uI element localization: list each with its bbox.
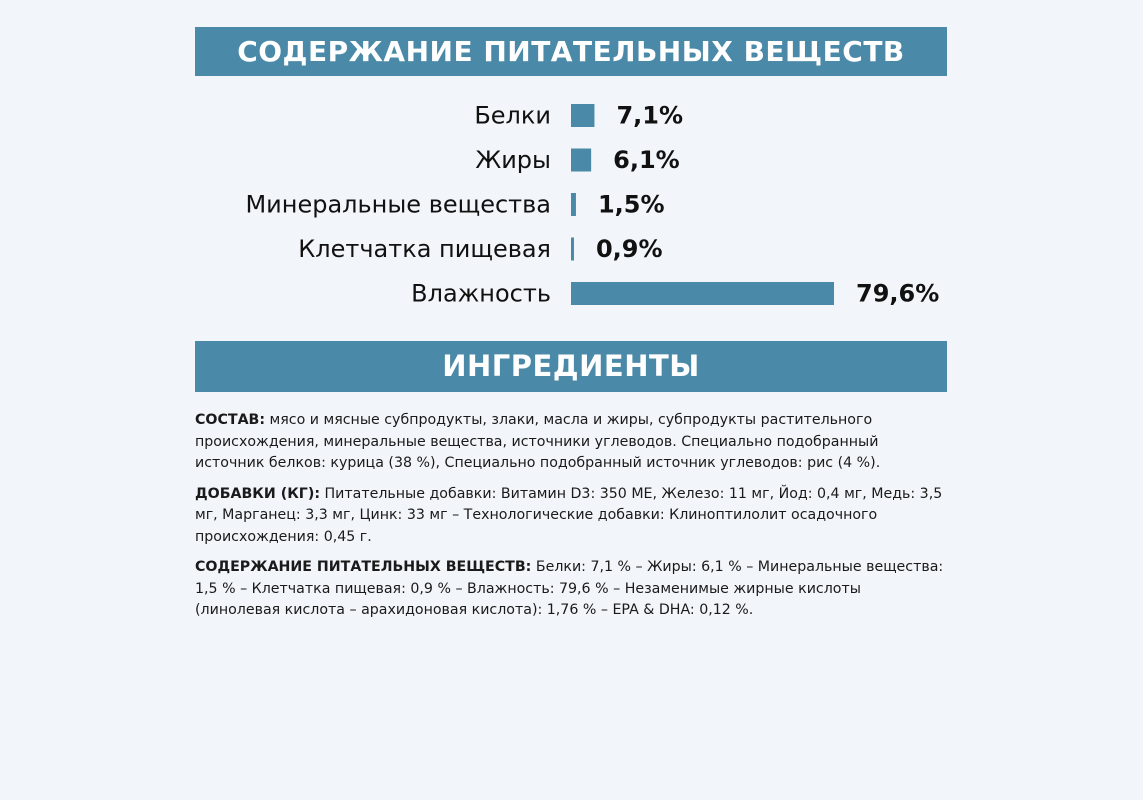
bar-value-label: 7,1% — [616, 101, 684, 130]
nutrients-label: СОДЕРЖАНИЕ ПИТАТЕЛЬНЫХ ВЕЩЕСТВ: — [195, 559, 532, 575]
nutrients-paragraph — [195, 557, 947, 622]
composition-label: СОСТАВ: — [195, 412, 266, 428]
bar-value-label: 0,9% — [595, 235, 663, 263]
nutrients-banner-title: СОДЕРЖАНИЕ ПИТАТЕЛЬНЫХ ВЕЩЕСТВ — [195, 27, 947, 76]
bar — [571, 193, 576, 216]
additives-paragraph — [195, 484, 947, 549]
bar-value-label: 6,1% — [613, 146, 680, 174]
bar-category-label: Клетчатка пищевая — [298, 235, 551, 263]
bar — [571, 238, 574, 261]
additives-text: Питательные добавки: Витамин D3: 350 МЕ, Железо: 11 мг, Йод: 0,4 мг, Медь: 3,5 мг, Марганец: 3,3 мг, Цинк: 33 мг – Технологические добавки: Клиноптилолит осадочного происхождения: 0,45 г. — [195, 485, 943, 545]
nutrient-bar-chart — [195, 95, 947, 325]
bar-category-label: Жиры — [475, 146, 551, 174]
bar-category-label: Минеральные вещества — [245, 190, 551, 219]
bar-category-label: Белки — [474, 101, 551, 130]
bar-value-label: 79,6% — [856, 279, 940, 308]
additives-label: ДОБАВКИ (КГ): — [195, 485, 320, 502]
bar — [571, 149, 591, 172]
bar-category-label: Влажность — [411, 279, 551, 308]
composition-text: мясо и мясные субпродукты, злаки, масла и жиры, субпродукты растительного происхождения, минеральные вещества, источники углеводов. Специально подобранный источник белков: курица (38 %), Специально подобранный источник углеводов: рис (4 %). — [195, 412, 881, 471]
ingredients-text-block — [195, 410, 947, 631]
bar — [571, 104, 594, 127]
bar-value-label: 1,5% — [597, 190, 665, 219]
composition-paragraph — [195, 410, 947, 475]
nutrients-text: Белки: 7,1 % – Жиры: 6,1 % – Минеральные вещества: 1,5 % – Клетчатка пищевая: 0,9 % – Влажность: 79,6 % – Незаменимые жирные кислоты (линолевая кислота – арахидоновая кислота): 1,76 % – EPA & DHA: 0,12 %. — [195, 559, 944, 618]
bar — [571, 282, 834, 305]
ingredients-banner-title: ИНГРЕДИЕНТЫ — [195, 341, 947, 392]
